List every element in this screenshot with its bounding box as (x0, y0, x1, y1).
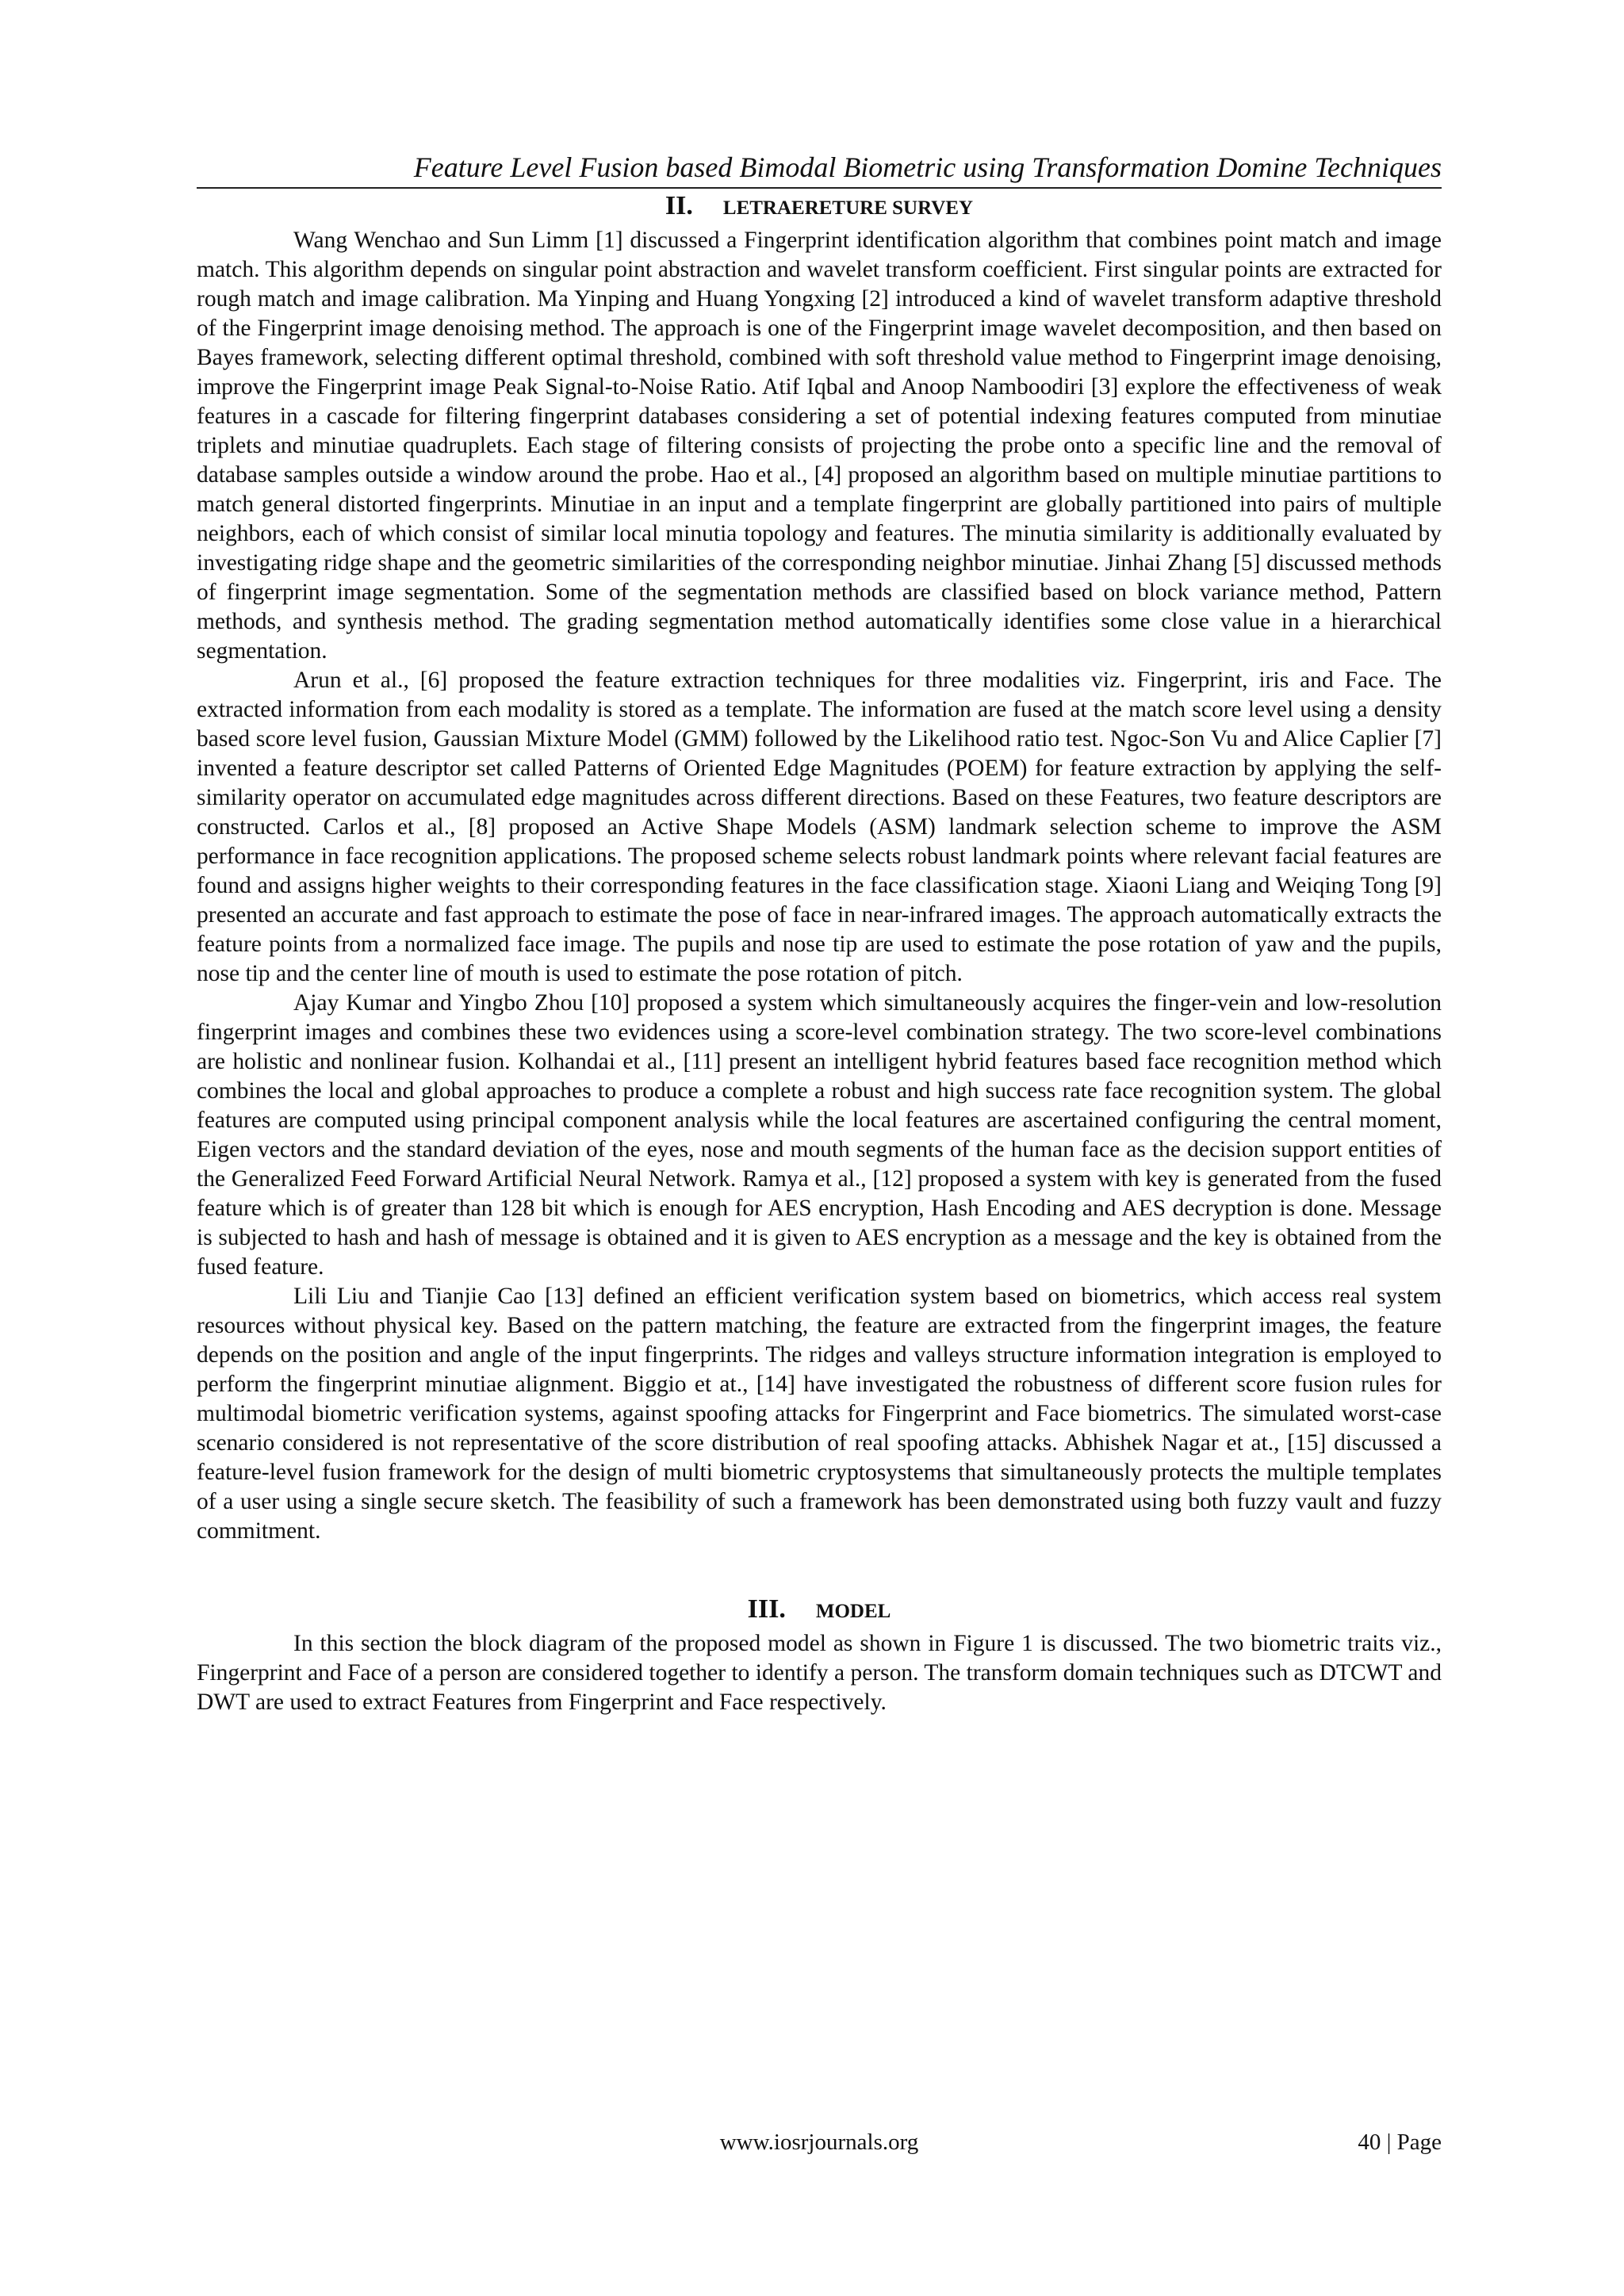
footer-website: www.iosrjournals.org (719, 2130, 919, 2155)
section-ii-number: II. (665, 191, 693, 220)
footer-page-number: 40 | Page (1358, 2130, 1442, 2155)
running-header: Feature Level Fusion based Bimodal Biometric using Transformation Domine Techniques (413, 151, 1442, 183)
survey-paragraph-4: Lili Liu and Tianjie Cao [13] defined an efficient verification system based on biometrics, which access real system resources without physical key. Based on the pattern matching, the feature are extracted from the fingerprint images, the feature depends on the position and angle of the input fingerprints. The ridges and valleys structure information integration is employed to perform the fingerprint minutiae alignment. Biggio et at., [14] have investigated the robustness of different score fusion rules for multimodal biometric verification systems, against spoofing attacks for Fingerprint and Face biometrics. The simulated worst-case scenario considered is not representative of the score distribution of real spoofing attacks. Abhishek Nagar et at., [15] discussed a feature-level fusion framework for the design of multi biometric cryptosystems that simultaneously protects the multiple templates of a user using a single secure sketch. The feasibility of such a framework has been demonstrated using both fuzzy vault and fuzzy commitment. (197, 1284, 1442, 1544)
survey-paragraph-3: Ajay Kumar and Yingbo Zhou [10] proposed a system which simultaneously acquires the finger-vein and low-resolution fingerprint images and combines these two evidences using a score-level combination strategy. The two score-level combinations are holistic and nonlinear fusion. Kolhandai et al., [11] present an intelligent hybrid features based face recognition method which combines the local and global approaches to produce a complete a robust and high success rate face recognition system. The global features are computed using principal component analysis while the local features are ascertained configuring the central moment, Eigen vectors and the standard deviation of the eyes, nose and mouth segments of the human face as the decision support entities of the Generalized Feed Forward Artificial Neural Network. Ramya et al., [12] proposed a system with key is generated from the fused feature which is of greater than 128 bit which is enough for AES encryption, Hash Encoding and AES decryption is done. Message is subjected to hash and hash of message is obtained and it is given to AES encryption as a message and the key is obtained from the fused feature. (197, 990, 1442, 1280)
section-ii-heading (197, 189, 1442, 226)
survey-paragraph-2: Arun et al., [6] proposed the feature extraction techniques for three modalities viz. Fingerprint, iris and Face. The extracted information from each modality is stored as a template. The information are fused at the match score level using a density based score level fusion, Gaussian Mixture Model (GMM) followed by the Likelihood ratio test. Ngoc-Son Vu and Alice Caplier [7] invented a feature descriptor set called Patterns of Oriented Edge Magnitudes (POEM) for feature extraction by applying the self-similarity operator on accumulated edge magnitudes across different directions. Based on these Features, two feature descriptors are constructed. Carlos et al., [8] proposed an Active Shape Models (ASM) landmark selection scheme to improve the ASM performance in face recognition applications. The proposed scheme selects robust landmark points where relevant facial features are found and assigns higher weights to their corresponding features in the face classification stage. Xiaoni Liang and Weiqing Tong [9] presented an accurate and fast approach to estimate the pose of face in near-infrared images. The approach automatically extracts the feature points from a normalized face image. The pupils and nose tip are used to estimate the pose rotation of yaw and the pupils, nose tip and the center line of mouth is used to estimate the pose rotation of pitch. (197, 668, 1442, 986)
section-iii-title: MODEL (815, 1601, 891, 1622)
section-iii-heading (197, 1592, 1442, 1629)
model-paragraph-1: In this section the block diagram of the proposed model as shown in Figure 1 is discussed. The two biometric traits viz., Fingerprint and Face of a person are considered together to identify a person. The transform domain techniques such as DTCWT and DWT are used to extract Features from Fingerprint and Face respectively. (197, 1631, 1442, 1715)
section-gap (197, 1546, 1442, 1592)
page-footer (197, 2125, 1442, 2160)
survey-paragraph-1: Wang Wenchao and Sun Limm [1] discussed a Fingerprint identification algorithm that combines point match and image match. This algorithm depends on singular point abstraction and wavelet transform coefficient. First singular points are extracted for rough match and image calibration. Ma Yinping and Huang Yongxing [2] introduced a kind of wavelet transform adaptive threshold of the Fingerprint image denoising method. The approach is one of the Fingerprint image wavelet decomposition, and then based on Bayes framework, selecting different optimal threshold, combined with soft threshold value method to Fingerprint image denoising, improve the Fingerprint image Peak Signal-to-Noise Ratio. Atif Iqbal and Anoop Namboodiri [3] explore the effectiveness of weak features in a cascade for filtering fingerprint databases considering a set of potential indexing features computed from minutiae triplets and minutiae quadruplets. Each stage of filtering consists of projecting the probe onto a specific line and the removal of database samples outside a window around the probe. Hao et al., [4] proposed an algorithm based on multiple minutiae partitions to match general distorted fingerprints. Minutiae in an input and a template fingerprint are globally partitioned into pairs of multiple neighbors, each of which consist of similar local minutia topology and features. The minutia similarity is additionally evaluated by investigating ridge shape and the geometric similarities of the corresponding neighbor minutiae. Jinhai Zhang [5] discussed methods of fingerprint image segmentation. Some of the segmentation methods are classified based on block variance method, Pattern methods, and synthesis method. The grading segmentation method automatically identifies some close value in a hierarchical segmentation. (197, 228, 1442, 664)
section-iii-number: III. (747, 1594, 786, 1624)
section-ii-title: LETRAERETURE SURVEY (722, 197, 974, 219)
page-content (197, 149, 1442, 1717)
